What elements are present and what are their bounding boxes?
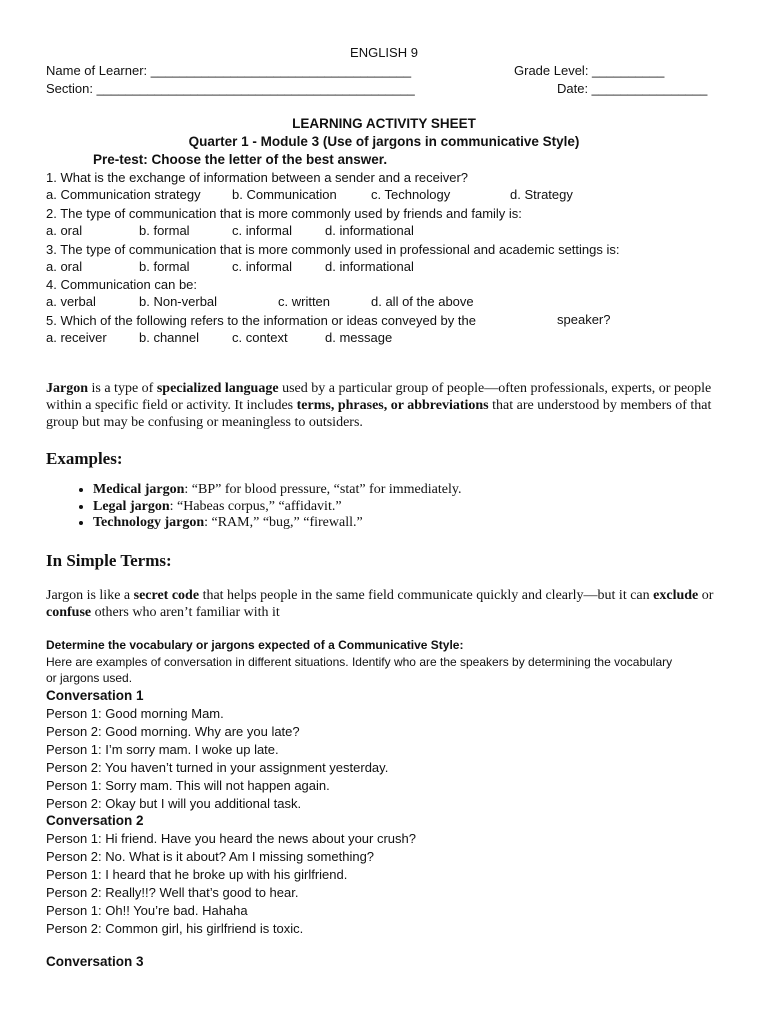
grade-level-field[interactable]: Grade Level: __________ bbox=[514, 63, 665, 78]
q1-option-b: b. Communication bbox=[232, 187, 337, 202]
question-3: 3. The type of communication that is more commonly used in professional and academic settings is: bbox=[46, 242, 620, 257]
sheet-title: LEARNING ACTIVITY SHEET bbox=[292, 116, 476, 131]
section-field[interactable]: Section: ____________________________________________ bbox=[46, 81, 415, 96]
simple-bold-1: secret code bbox=[133, 588, 200, 603]
simple-text-3: or bbox=[698, 588, 714, 603]
q5-option-b: b. channel bbox=[139, 330, 199, 345]
example-text: : “BP” for blood pressure, “stat” for immediately. bbox=[184, 482, 462, 497]
simple-text-2: that helps people in the same field communicate quickly and clearly—but it can bbox=[199, 588, 654, 603]
pretest-instruction: Pre-test: Choose the letter of the best answer. bbox=[93, 152, 388, 167]
question-5-tail: speaker? bbox=[557, 312, 611, 327]
conversation-2-title: Conversation 2 bbox=[46, 813, 144, 828]
activity-instructions: Here are examples of conversation in different situations. Identify who are the speakers by determining the vocabulary or jargons used. bbox=[46, 655, 673, 685]
simple-bold-3: confuse bbox=[46, 605, 92, 620]
table-row: Person 2: Good morning. Why are you late? bbox=[46, 724, 300, 739]
example-text: : “RAM,” “bug,” “firewall.” bbox=[204, 515, 363, 530]
q4-option-d: d. all of the above bbox=[371, 294, 474, 309]
example-label: Legal jargon bbox=[93, 498, 170, 514]
simple-terms-heading: In Simple Terms: bbox=[46, 551, 172, 570]
subject-title: ENGLISH 9 bbox=[350, 45, 418, 60]
q1-option-c: c. Technology bbox=[371, 187, 451, 202]
q3-option-b: b. formal bbox=[139, 259, 190, 274]
q5-option-a: a. receiver bbox=[46, 330, 107, 345]
conversation-1-title: Conversation 1 bbox=[46, 688, 144, 703]
q3-option-d: d. informational bbox=[325, 259, 414, 274]
definition-bold-1: specialized language bbox=[156, 381, 279, 396]
simple-text-4: others who aren’t familiar with it bbox=[91, 605, 280, 620]
table-row: Person 2: Common girl, his girlfriend is toxic. bbox=[46, 921, 304, 936]
table-row: Person 1: Hi friend. Have you heard the news about your crush? bbox=[46, 831, 416, 846]
simple-text-1: Jargon is like a bbox=[46, 588, 134, 603]
term-jargon: Jargon bbox=[46, 381, 88, 396]
table-row: Person 2: Really!!? Well that’s good to hear. bbox=[46, 885, 299, 900]
table-row: Person 2: No. What is it about? Am I missing something? bbox=[46, 849, 375, 864]
q4-option-b: b. Non-verbal bbox=[139, 294, 218, 309]
jargon-definition bbox=[46, 380, 726, 431]
conversation-3-title: Conversation 3 bbox=[46, 954, 144, 969]
table-row: Person 1: Good morning Mam. bbox=[46, 706, 224, 721]
table-row: Person 1: I heard that he broke up with his girlfriend. bbox=[46, 867, 348, 882]
table-row: Person 2: Okay but I will you additional task. bbox=[46, 796, 302, 811]
q5-option-d: d. message bbox=[325, 330, 393, 345]
question-5: 5. Which of the following refers to the information or ideas conveyed by the bbox=[46, 313, 476, 328]
definition-text-2: used by a particular group of people—often professionals, experts, or people within a specific field or activity. It includes bbox=[46, 381, 712, 413]
simple-terms-paragraph bbox=[46, 587, 726, 621]
examples-list bbox=[46, 482, 461, 532]
q3-option-c: c. informal bbox=[232, 259, 292, 274]
table-row: Person 2: You haven’t turned in your assignment yesterday. bbox=[46, 760, 389, 775]
learner-name-field[interactable]: Name of Learner: ____________________________________ bbox=[46, 63, 412, 78]
module-title: Quarter 1 - Module 3 (Use of jargons in communicative Style) bbox=[188, 134, 580, 149]
definition-bold-2: terms, phrases, or abbreviations bbox=[296, 398, 489, 413]
definition-text-3: that are understood by members of that group but may be confusing or meaningless to outsiders. bbox=[46, 398, 712, 430]
activity-title: Determine the vocabulary or jargons expected of a Communicative Style: bbox=[46, 638, 464, 652]
definition-text-1: is a type of bbox=[88, 381, 157, 396]
q2-option-a: a. oral bbox=[46, 223, 83, 238]
q2-option-c: c. informal bbox=[232, 223, 292, 238]
table-row: Person 1: I’m sorry mam. I woke up late. bbox=[46, 742, 279, 757]
list-item bbox=[93, 515, 461, 532]
question-1: 1. What is the exchange of information between a sender and a receiver? bbox=[46, 170, 469, 185]
example-label: Technology jargon bbox=[93, 515, 205, 530]
examples-heading: Examples: bbox=[46, 449, 123, 468]
example-label: Medical jargon bbox=[93, 482, 185, 497]
table-row: Person 1: Oh!! You’re bad. Hahaha bbox=[46, 903, 248, 918]
q5-option-c: c. context bbox=[232, 330, 288, 345]
question-2: 2. The type of communication that is more commonly used by friends and family is: bbox=[46, 206, 522, 221]
q3-option-a: a. oral bbox=[46, 259, 83, 274]
list-item bbox=[93, 499, 461, 516]
example-text: : “Habeas corpus,” “affidavit.” bbox=[169, 498, 342, 514]
q1-option-d: d. Strategy bbox=[510, 187, 573, 202]
list-item bbox=[93, 482, 461, 499]
q1-option-a: a. Communication strategy bbox=[46, 187, 201, 202]
q4-option-a: a. verbal bbox=[46, 294, 96, 309]
date-field[interactable]: Date: ________________ bbox=[557, 81, 708, 96]
table-row: Person 1: Sorry mam. This will not happen again. bbox=[46, 778, 330, 793]
simple-bold-2: exclude bbox=[653, 588, 699, 603]
q2-option-d: d. informational bbox=[325, 223, 414, 238]
q2-option-b: b. formal bbox=[139, 223, 190, 238]
q4-option-c: c. written bbox=[278, 294, 331, 309]
question-4: 4. Communication can be: bbox=[46, 277, 198, 292]
